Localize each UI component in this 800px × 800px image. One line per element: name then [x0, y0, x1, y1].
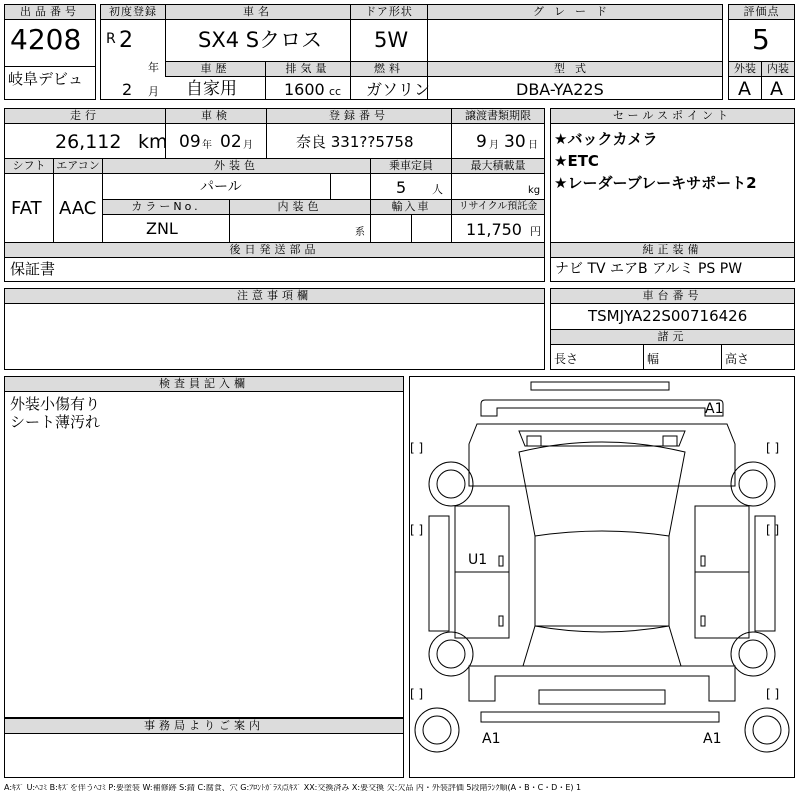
- diagram-bracket-mr: [ ]: [766, 523, 780, 537]
- exterior-grade: A: [738, 78, 751, 100]
- int-color-label: 内装色: [229, 199, 371, 215]
- chassis-value: TSMJYA22S00716426: [588, 307, 748, 325]
- insp-year-unit: 年: [202, 140, 212, 151]
- color-value: パール: [200, 179, 242, 195]
- grade-label: グレード: [427, 4, 723, 20]
- load-unit: kg: [528, 185, 541, 196]
- diagram-bracket-ml: [ ]: [410, 523, 424, 537]
- car-name: SX4 Sクロス: [198, 28, 323, 52]
- chassis-label: 車台番号: [550, 288, 795, 304]
- interior-grade: A: [770, 78, 783, 100]
- later-parts-label: 後日発送部品: [4, 242, 545, 258]
- sales-point-3: ★レーダーブレーキサポート2: [554, 174, 757, 192]
- legend-footer: A:ｷｽﾞ U:ﾍｺﾐ B:ｷｽﾞを伴うﾍｺﾐ P:要塗装 W:補修跡 S:錆 C:腐食、穴 G:ﾌﾛﾝﾄｶﾞﾗｽ点ｷｽﾞ XX:交換済み X:要交換 欠:欠品 内・外装評価 5段階ﾗﾝｸ順(A・B・C・D・E) 1: [4, 784, 582, 792]
- model-value: DBA-YA22S: [516, 80, 604, 99]
- plate-value: 奈良 331??5758: [296, 133, 414, 151]
- color-no-label: カラーNo.: [102, 199, 230, 215]
- mileage-label: 走行: [4, 108, 166, 124]
- sales-points-label: セールスポイント: [550, 108, 795, 124]
- score-value: 5: [752, 23, 770, 56]
- transfer-month-unit: 月: [489, 140, 499, 151]
- dims-length: 長さ: [554, 352, 579, 366]
- insp-year: 09: [179, 132, 201, 152]
- name-label: 車名: [165, 4, 351, 20]
- lot-number: 4208: [10, 23, 82, 56]
- details-grid: [4, 108, 545, 243]
- fuel-value: ガソリン: [366, 80, 431, 99]
- genuine-label: 純正装備: [550, 242, 795, 258]
- month: 2: [122, 80, 133, 99]
- diagram-u1: U1: [468, 552, 488, 568]
- year-unit: 年: [148, 61, 159, 74]
- exterior-label: 外装: [728, 61, 762, 77]
- first-reg-label: 初度登録: [100, 4, 166, 20]
- dims-width: 幅: [647, 352, 660, 366]
- sales-point-2: ★ETC: [554, 152, 599, 170]
- recycle-value: 11,750: [466, 220, 522, 239]
- office-label: 事務局よりご案内: [4, 718, 404, 734]
- door-label: ドア形状: [350, 4, 428, 20]
- lot-label: 出品番号: [4, 4, 96, 20]
- color-no-value: ZNL: [146, 219, 178, 238]
- diagram-bracket-rl: [ ]: [410, 687, 424, 701]
- inspection-label: 車検: [165, 108, 267, 124]
- displacement-unit: cc: [329, 85, 342, 98]
- later-parts-value: 保証書: [10, 260, 56, 278]
- era: R: [106, 31, 116, 47]
- color-label: 外装色: [102, 158, 371, 174]
- transfer-day: 30: [504, 132, 526, 152]
- insp-month: 02: [220, 132, 242, 152]
- history-label: 車歴: [165, 61, 266, 77]
- transfer-month: 9: [476, 132, 487, 152]
- history-value: 自家用: [186, 79, 237, 99]
- score-label: 評価点: [728, 4, 795, 20]
- displacement-value: 1600: [284, 80, 325, 99]
- inspector-line-1: 外装小傷有り: [10, 395, 101, 413]
- inspector-line-2: シート薄汚れ: [10, 413, 101, 431]
- era-year: 2: [119, 28, 133, 53]
- transfer-day-unit: 日: [528, 140, 538, 151]
- int-color-unit: 系: [355, 227, 365, 238]
- recycle-unit: 円: [530, 225, 541, 238]
- genuine-value: ナビ TV エアB アルミ PS PW: [555, 261, 743, 277]
- interior-label: 内装: [761, 61, 795, 77]
- model-label: 型式: [427, 61, 723, 77]
- shift-value: FAT: [11, 198, 42, 219]
- ac-value: AAC: [59, 198, 97, 219]
- mileage-unit: km: [138, 131, 168, 153]
- recycle-label: リサイクル預託金: [451, 199, 545, 215]
- shift-label: シフト: [4, 158, 54, 174]
- diagram-a1-front: A1: [705, 401, 724, 417]
- inspector-label: 検査員記入欄: [4, 376, 404, 392]
- sales-point-1: ★バックカメラ: [554, 130, 658, 148]
- dims-height: 高さ: [725, 352, 750, 366]
- dims-label: 諸元: [550, 329, 795, 345]
- load-label: 最大積載量: [451, 158, 545, 174]
- capacity-unit: 人: [432, 183, 443, 196]
- import-label: 輸入車: [370, 199, 452, 215]
- diagram-bracket-fr: [ ]: [766, 441, 780, 455]
- month-unit: 月: [148, 85, 159, 98]
- diagram-a1-rear-right: A1: [703, 731, 722, 747]
- diagram-bracket-fl: [ ]: [410, 441, 424, 455]
- ac-label: エアコン: [53, 158, 103, 174]
- door-value: 5W: [374, 28, 409, 52]
- capacity-label: 乗車定員: [370, 158, 452, 174]
- diagram-bracket-rr: [ ]: [766, 687, 780, 701]
- venue: 岐阜デビュ: [8, 70, 84, 88]
- diagram-a1-rear-left: A1: [482, 731, 501, 747]
- transfer-label: 譲渡書類期限: [451, 108, 545, 124]
- notes-label: 注意事項欄: [4, 288, 545, 304]
- mileage-value: 26,112: [55, 131, 122, 153]
- plate-label: 登録番号: [266, 108, 452, 124]
- displacement-label: 排気量: [265, 61, 351, 77]
- insp-month-unit: 月: [243, 140, 253, 151]
- car-diagram: [409, 376, 795, 778]
- capacity-value: 5: [396, 178, 407, 197]
- fuel-label: 燃料: [350, 61, 428, 77]
